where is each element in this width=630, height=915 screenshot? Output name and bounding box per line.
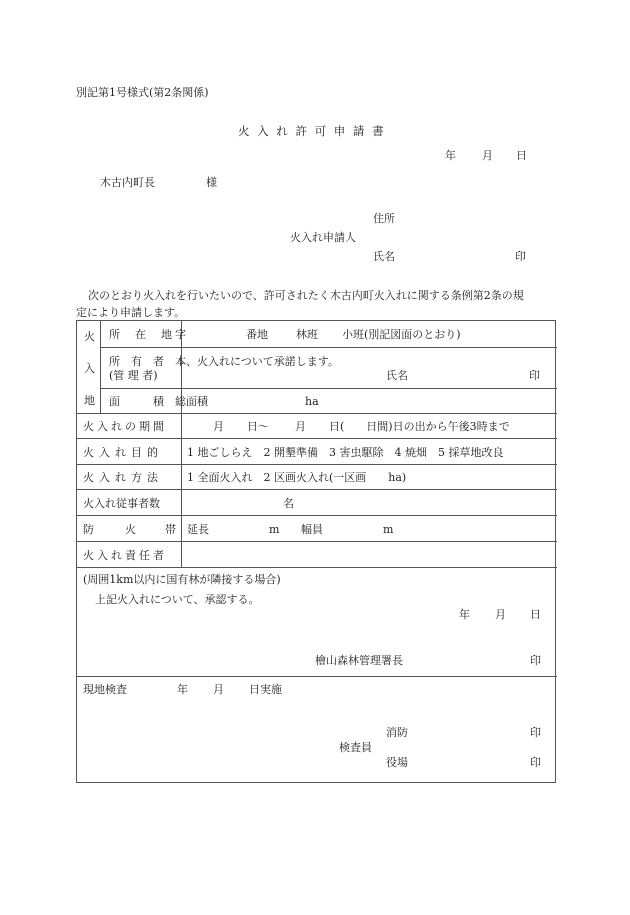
date-month-label: 月 — [482, 149, 493, 162]
period-label: 火入れの期間 — [83, 420, 167, 433]
national-forest-approval: 上記火入れについて、承認する。 — [95, 593, 260, 606]
national-forest-condition: (周囲1km以内に国有林が隣接する場合) — [83, 573, 281, 586]
address-label: 住所 — [373, 212, 395, 225]
group-label-2: 入 — [84, 362, 95, 375]
period-day-1: 日～ — [247, 420, 269, 433]
owner-seal: 印 — [529, 369, 540, 382]
firebreak-length: 延長 — [187, 523, 209, 536]
name-label: 氏名 — [373, 250, 395, 263]
area-total: 総面積 — [175, 395, 208, 408]
owner-label: 所 有 者 — [109, 355, 164, 368]
approval-day: 日 — [530, 608, 541, 621]
owner-name-label: 氏名 — [386, 369, 408, 382]
inspection-conducted: 日実施 — [249, 683, 282, 696]
inspection-label: 現地検査 — [83, 683, 127, 696]
method-value: 1 全面火入れ 2 区画火入れ(一区画 ha) — [187, 471, 407, 484]
fire-dept-label: 消防 — [386, 726, 408, 739]
forest-office-name: 檜山森林管理署長 — [315, 654, 403, 667]
intro-line-2: 定により申請します。 — [76, 306, 186, 319]
responsible-label: 火入れ責任者 — [83, 549, 167, 562]
purpose-label: 火入れ目的 — [83, 446, 163, 459]
date-year-label: 年 — [445, 149, 456, 162]
page-title: 火 入 れ 許 可 申 請 書 — [238, 124, 386, 138]
inspection-year: 年 — [177, 683, 188, 696]
area-unit: ha — [305, 395, 319, 408]
addressee-suffix: 様 — [206, 176, 217, 189]
period-day-2: 日( 日間)日の出から午後3時まで — [329, 420, 510, 433]
forest-office-seal: 印 — [530, 654, 541, 667]
intro-line-1: 次のとおり火入れを行いたいので、許可されたく木古内町火入れに関する条例第2条の規 — [88, 289, 524, 302]
firebreak-length-unit: m — [269, 523, 280, 536]
firebreak-width-unit: m — [383, 523, 394, 536]
group-label-3: 地 — [84, 394, 95, 407]
area-label: 面 積 — [109, 395, 164, 408]
approval-month: 月 — [495, 608, 506, 621]
inspector-label: 検査員 — [339, 741, 372, 754]
firebreak-label-a: 防 — [83, 523, 94, 536]
application-table — [76, 320, 556, 783]
group-label-1: 火 — [84, 330, 95, 343]
period-month-1: 月 — [213, 420, 224, 433]
town-office-label: 役場 — [386, 756, 408, 769]
workers-label: 火入れ従事者数 — [83, 497, 160, 510]
firebreak-label-c: 帯 — [165, 523, 176, 536]
method-label: 火入れ方法 — [83, 471, 163, 484]
location-rinpan: 林班 — [296, 328, 318, 341]
manager-label: (管 理 者) — [109, 369, 158, 382]
location-aza: 字 — [175, 328, 186, 341]
workers-unit: 名 — [283, 497, 294, 510]
location-banchi: 番地 — [246, 328, 268, 341]
applicant-seal: 印 — [515, 250, 526, 263]
purpose-value: 1 地ごしらえ 2 開墾準備 3 害虫駆除 4 焼畑 5 採草地改良 — [187, 446, 504, 459]
owner-consent: 本、火入れについて承諾します。 — [175, 355, 339, 368]
town-office-seal: 印 — [530, 756, 541, 769]
firebreak-width: 幅員 — [301, 523, 323, 536]
form-number: 別記第1号様式(第2条関係) — [76, 86, 209, 99]
firebreak-label-b: 火 — [125, 523, 136, 536]
date-day-label: 日 — [516, 149, 527, 162]
period-month-2: 月 — [295, 420, 306, 433]
location-shohan: 小班(別記図面のとおり) — [342, 328, 461, 341]
approval-year: 年 — [459, 608, 470, 621]
fire-dept-seal: 印 — [530, 726, 541, 739]
location-label: 所 在 地 — [109, 328, 174, 341]
addressee: 木古内町長 — [100, 176, 155, 189]
inspection-month: 月 — [213, 683, 224, 696]
applicant-label: 火入れ申請人 — [290, 231, 356, 244]
